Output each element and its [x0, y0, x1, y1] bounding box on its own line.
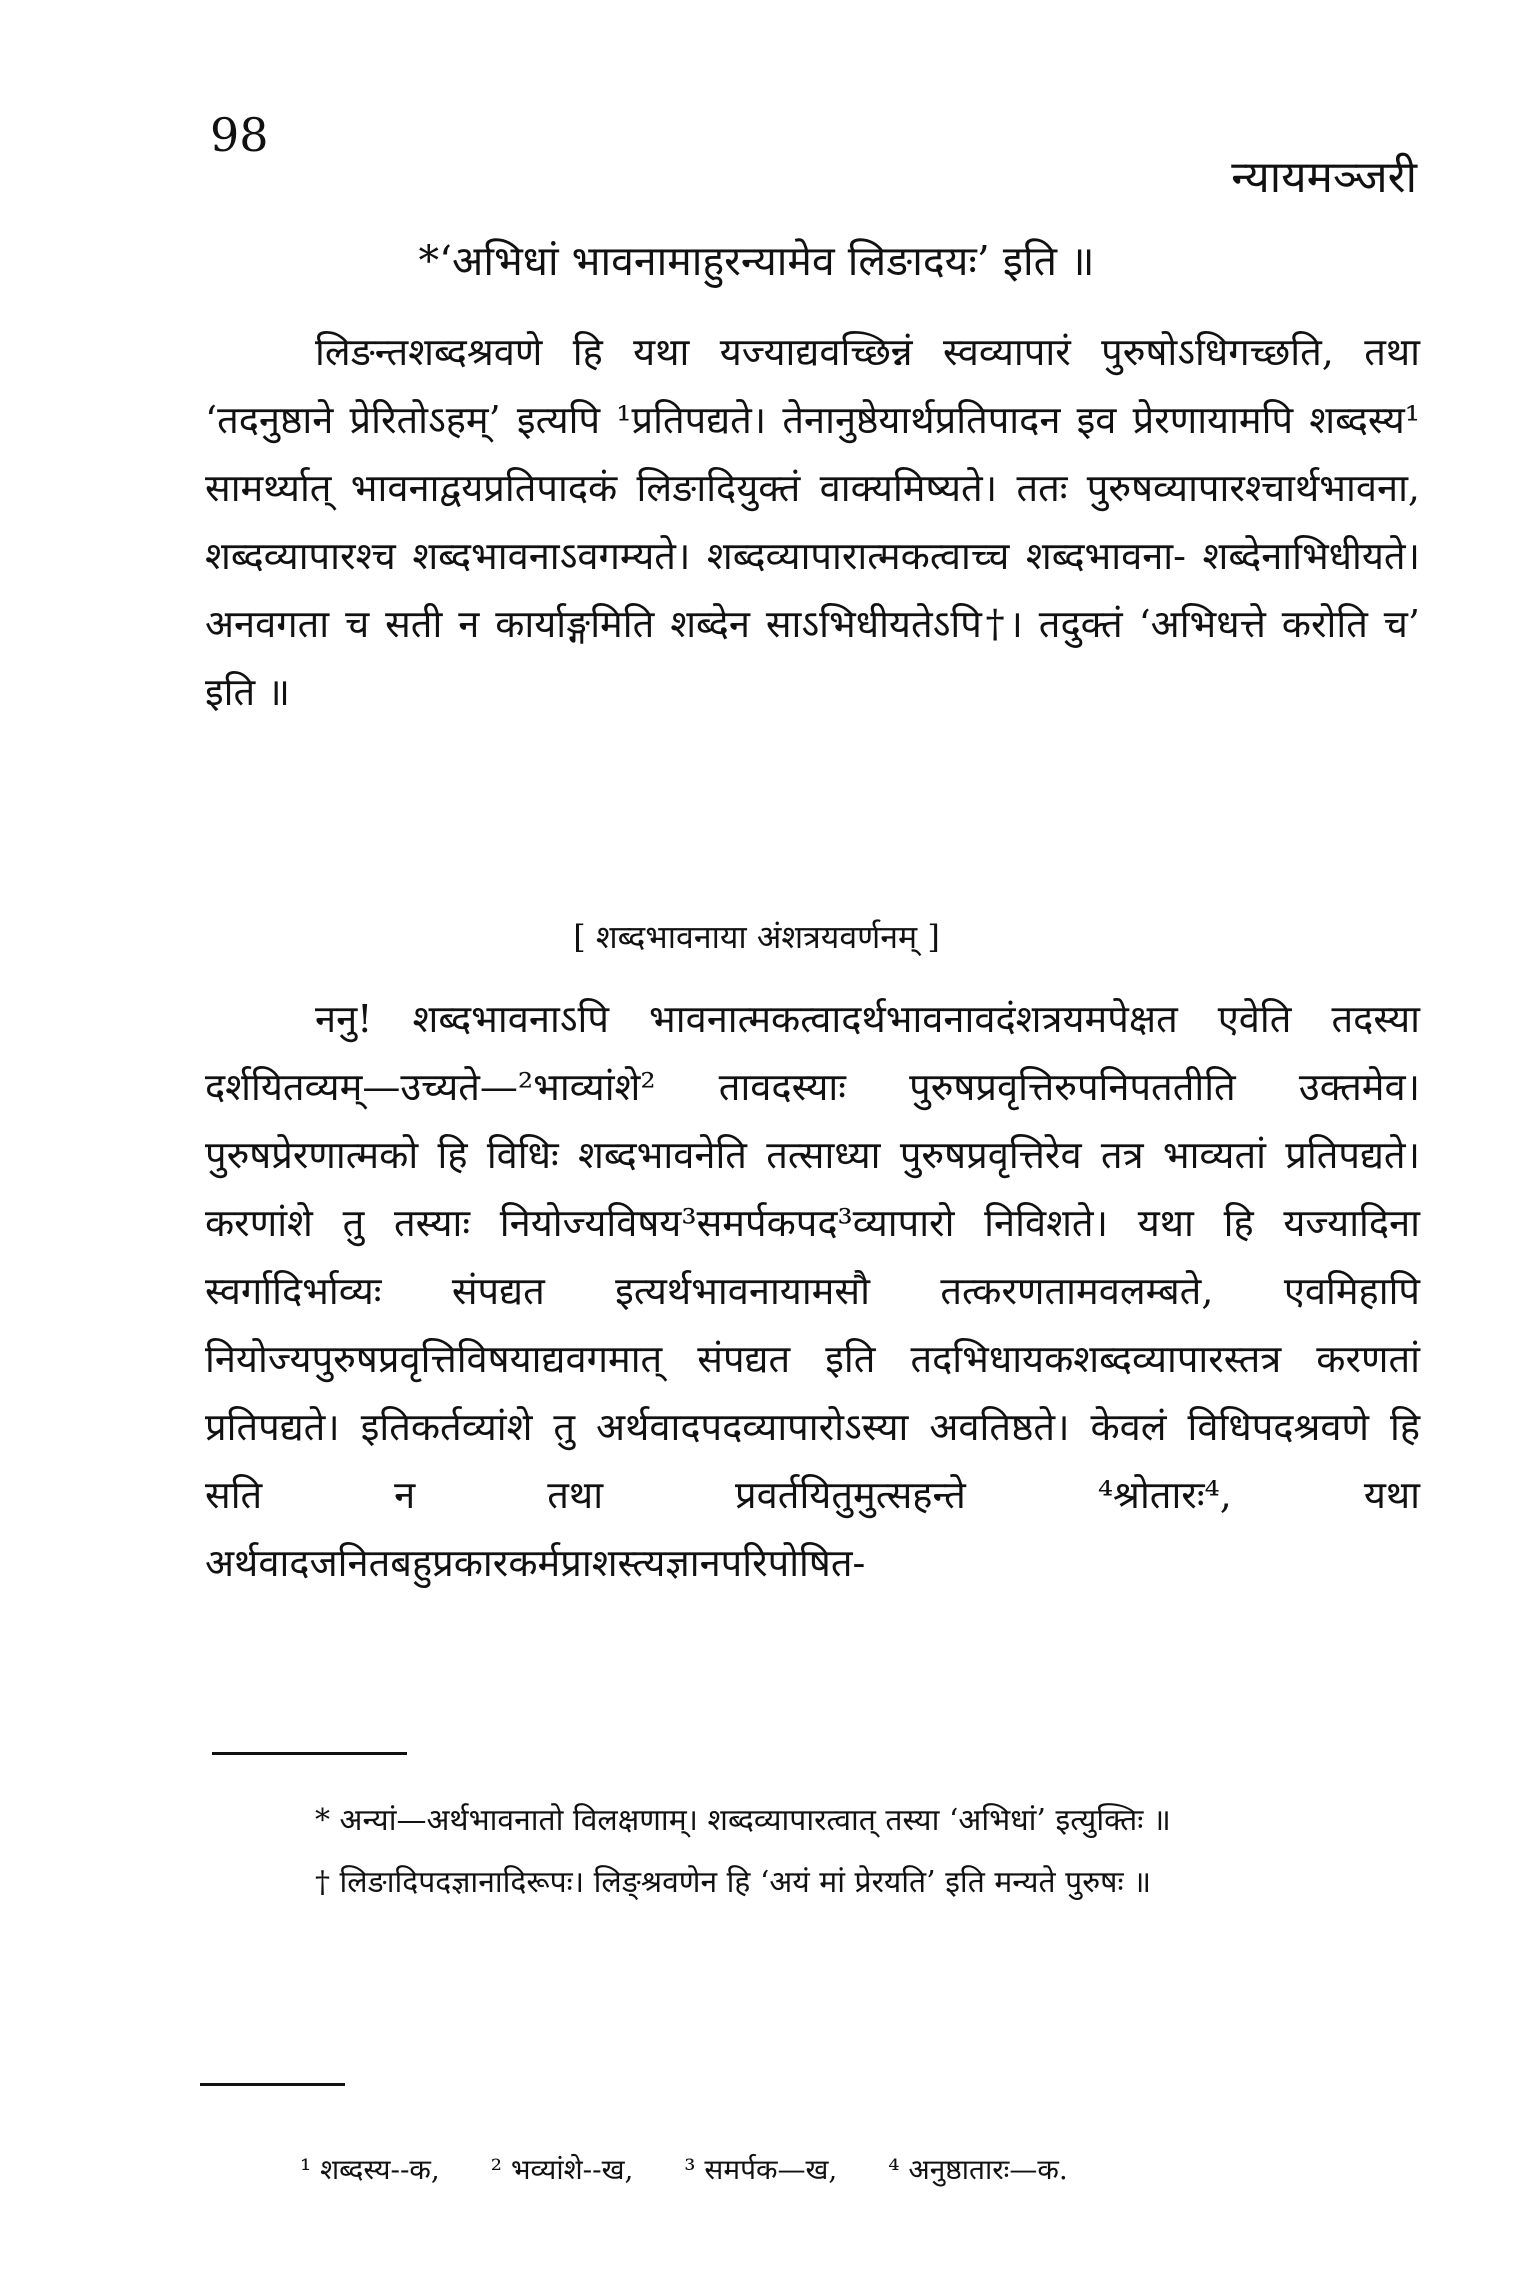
footnote-divider	[212, 1752, 407, 1755]
section-heading: [ शब्दभावनाया अंशत्रयवर्णनम् ]	[573, 918, 940, 956]
footnote-1: * अन्यां—अर्थभावनातो विलक्षणाम्। शब्दव्यापारत्वात् तस्या ‘अभिधां’ इत्युक्तिः ॥	[315, 1803, 1171, 1838]
variant-reading: ¹ शब्दस्य--क,	[300, 2153, 440, 2186]
footnotes	[205, 1790, 1420, 1914]
variant-divider	[200, 2083, 345, 2086]
variant-readings	[300, 2150, 1110, 2188]
page-number: 98	[210, 108, 269, 162]
paragraph-1-text: लिङन्तशब्दश्रवणे हि यथा यज्याद्यवच्छिन्नं स्वव्यापारं पुरुषोऽधिगच्छति, तथा ‘तदनुष्ठाने प्रेरितोऽहम्’ इत्यपि ¹प्रतिपद्यते। तेनानुष्ठेयार्थप्रतिपादन इव प्रेरणायामपि शब्दस्य¹ सामर्थ्यात् भावनाद्वयप्रतिपादकं लिङादियुक्तं वाक्यमिष्यते। ततः पुरुषव्यापारश्चार्थभावना, शब्दव्यापारश्च शब्दभावनाऽवगम्यते। शब्दव्यापारात्मकत्वाच्च शब्दभावना- शब्देनाभिधीयते। अनवगता च सती न कार्याङ्गमिति शब्देन साऽभिधीयतेऽपि†। तदुक्तं ‘अभिधत्ते करोति च’ इति ॥	[205, 330, 1420, 714]
verse-quote: *‘अभिधां भावनामाहुरन्यामेव लिङादयः’ इति ॥	[418, 237, 1095, 285]
footnote-2: † लिङादिपदज्ञानादिरूपः। लिङ्श्रवणेन हि ‘अयं मां प्रेरयति’ इति मन्यते पुरुषः ॥	[315, 1865, 1152, 1900]
variant-reading: ² भव्यांशे--ख,	[490, 2153, 634, 2186]
variant-reading: ⁴ अनुष्ठातारः—क.	[888, 2153, 1068, 2186]
paragraph-2-text: ननु! शब्दभावनाऽपि भावनात्मकत्वादर्थभावनावदंशत्रयमपेक्षत एवेति तदस्या दर्शयितव्यम्—उच्यते—²भाव्यांशे² तावदस्याः पुरुषप्रवृत्तिरुपनिपततीति उक्तमेव। पुरुषप्रेरणात्मको हि विधिः शब्दभावनेति तत्साध्या पुरुषप्रवृत्तिरेव तत्र भाव्यतां प्रतिपद्यते। करणांशे तु तस्याः नियोज्यविषय³समर्पकपद³व्यापारो निविशते। यथा हि यज्यादिना स्वर्गादिर्भाव्यः संपद्यत इत्यर्थभावनायामसौ तत्करणतामवलम्बते, एवमिहापि नियोज्यपुरुषप्रवृत्तिविषयाद्यवगमात् संपद्यत इति तदभिधायकशब्दव्यापारस्तत्र करणतां प्रतिपद्यते। इतिकर्तव्यांशे तु अर्थवादपदव्यापारोऽस्या अवतिष्ठते। केवलं विधिपदश्रवणे हि सति न तथा प्रवर्तयितुमुत्सहन्ते ⁴श्रोतारः⁴, यथा अर्थवादजनितबहुप्रकारकर्मप्राशस्त्यज्ञानपरिपोषित-	[205, 997, 1420, 1585]
paragraph-2	[205, 985, 1420, 1597]
variant-reading: ³ समर्पक—ख,	[684, 2153, 838, 2186]
running-head: न्यायमञ्जरी	[1231, 152, 1417, 203]
paragraph-1	[205, 318, 1420, 726]
